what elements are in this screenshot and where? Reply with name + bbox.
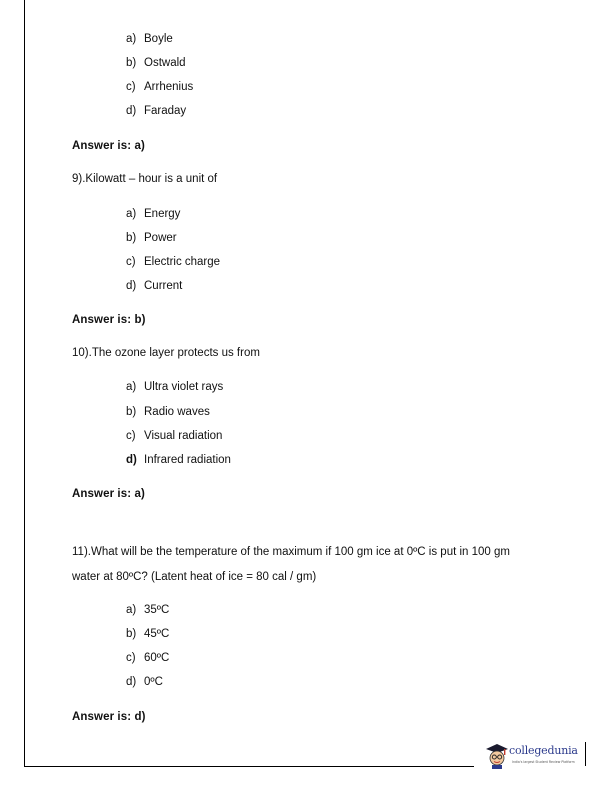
q8-option-b: b) Ostwald xyxy=(126,57,186,69)
q10-option-a: a) Ultra violet rays xyxy=(126,381,224,393)
q11-question-line1: 11).What will be the temperature of the maximum if 100 gm ice at 0ºC is put in 100 gm xyxy=(72,546,510,558)
logo-wordmark: collegedunia xyxy=(509,744,578,757)
q8-option-c: c) Arrhenius xyxy=(126,81,194,93)
collegedunia-logo xyxy=(484,742,588,772)
q8-option-d: d) Faraday xyxy=(126,105,187,117)
q11-answer: Answer is: d) xyxy=(72,711,146,723)
q9-question: 9).Kilowatt – hour is a unit of xyxy=(72,173,218,185)
q10-option-d: d) Infrared radiation xyxy=(126,454,231,466)
q10-option-c: c) Visual radiation xyxy=(126,430,223,442)
q10-question: 10).The ozone layer protects us from xyxy=(72,347,260,359)
q11-option-a: a) 35ºC xyxy=(126,604,170,616)
q9-option-d: d) Current xyxy=(126,280,183,292)
q9-option-c: c) Electric charge xyxy=(126,256,221,268)
q9-option-b: b) Power xyxy=(126,232,177,244)
q8-option-a: a) Boyle xyxy=(126,33,173,45)
q10-answer: Answer is: a) xyxy=(72,488,145,500)
page-border-bottom xyxy=(24,766,474,767)
logo-tagline: India's largest Student Review Platform xyxy=(512,760,575,764)
q8-answer: Answer is: a) xyxy=(72,140,145,152)
q11-option-d: d) 0ºC xyxy=(126,676,163,688)
q10-option-b: b) Radio waves xyxy=(126,406,210,418)
mascot-icon xyxy=(484,742,510,770)
q11-option-b: b) 45ºC xyxy=(126,628,170,640)
q11-question-line2: water at 80ºC? (Latent heat of ice = 80 cal / gm) xyxy=(72,571,317,583)
q11-option-c: c) 60ºC xyxy=(126,652,170,664)
q9-option-a: a) Energy xyxy=(126,208,181,220)
q9-answer: Answer is: b) xyxy=(72,314,146,326)
page-border-left xyxy=(24,0,25,766)
